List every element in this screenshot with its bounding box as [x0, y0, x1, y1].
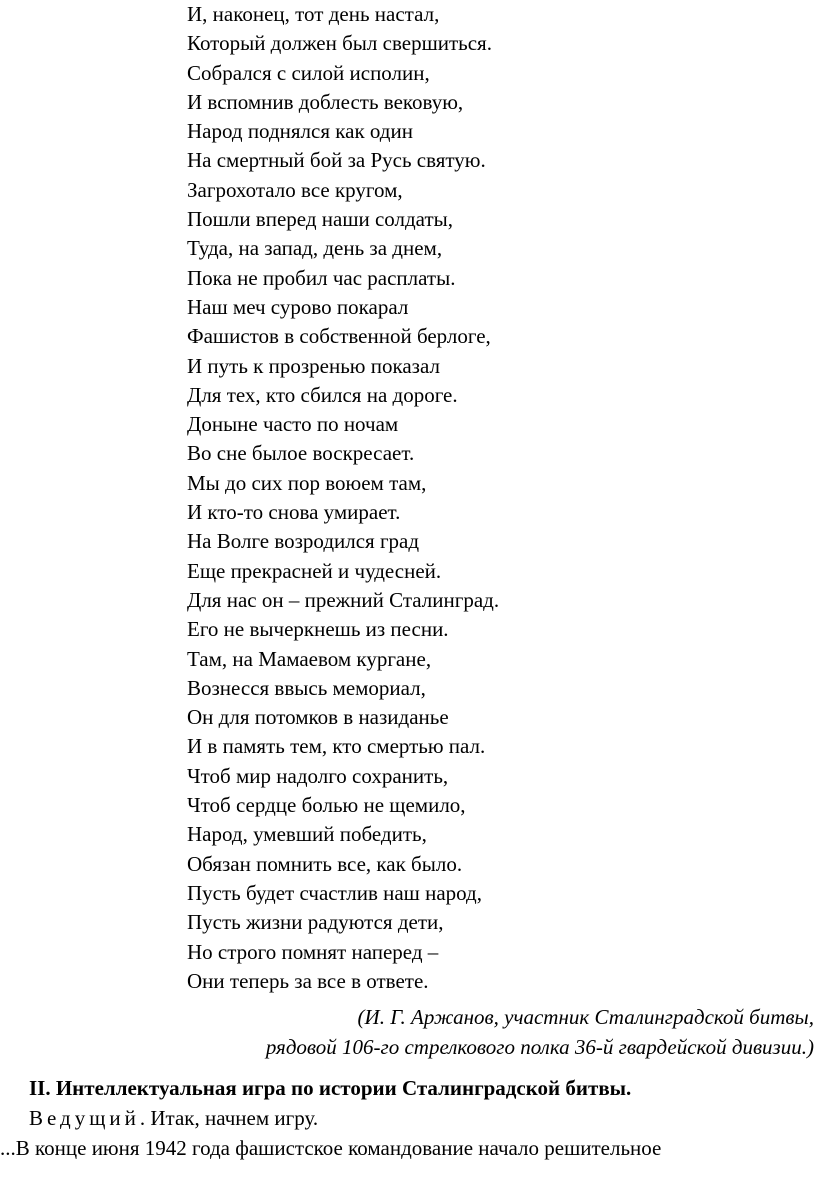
poem-line: Пусть будет счастлив наш народ, [187, 880, 482, 905]
poem-line: И кто-то снова умирает. [187, 500, 401, 525]
poem-line: Чтоб сердце болью не щемило, [187, 793, 466, 818]
attribution-author: (И. Г. Аржанов, участник Сталинградской битвы, [357, 1005, 814, 1029]
poem-line: Для нас он – прежний Сталинград. [187, 587, 500, 612]
poem-line: Который должен был свершиться. [187, 31, 492, 56]
poem-line: Для тех, кто сбился на дороге. [187, 382, 458, 407]
poem-line: Вознесся ввысь мемориал, [187, 675, 426, 700]
poem-line: Пока не пробил час расплаты. [187, 265, 456, 290]
poem-line: Во сне былое воскресает. [187, 441, 415, 466]
poem-line: Пусть жизни радуются дети, [187, 910, 444, 935]
poem-line: Народ поднялся как один [187, 119, 413, 144]
poem-line: Загрохотало все кругом, [187, 177, 403, 202]
poem-line: Народ, умевший победить, [187, 822, 427, 847]
poem-line: Пошли вперед наши солдаты, [187, 207, 453, 232]
poem-line: Еще прекрасней и чудесней. [187, 558, 442, 583]
section-heading: II. Интеллектуальная игра по истории Сталинградской битвы. [29, 1076, 632, 1100]
poem-line: Там, на Мамаевом кургане, [187, 646, 432, 671]
body-paragraph: ...В конце июня 1942 года фашистское командование начало решительное [0, 1136, 662, 1160]
leader-remark [29, 1103, 318, 1133]
poem-line: Фашистов в собственной берлоге, [187, 324, 491, 349]
poem-line: Доныне часто по ночам [187, 412, 399, 437]
poem-line: Обязан помнить все, как было. [187, 851, 463, 876]
poem-line: И путь к прозренью показал [187, 353, 440, 378]
poem-line: Наш меч сурово покарал [187, 294, 409, 319]
poem-line: Его не вычеркнешь из песни. [187, 617, 449, 642]
poem-line: Туда, на запад, день за днем, [187, 236, 443, 261]
poem-line: Но строго помнят наперед – [187, 939, 439, 964]
poem-line: Они теперь за все в ответе. [187, 968, 429, 993]
poem-line: На смертный бой за Русь святую. [187, 148, 486, 173]
poem-line: И в память тем, кто смертью пал. [187, 734, 486, 759]
poem-line: И, наконец, тот день настал, [187, 2, 440, 26]
poem-line: На Волге возродился град [187, 529, 420, 554]
poem-line: Собрался с силой исполин, [187, 60, 430, 85]
poem-line: Мы до сих пор воюем там, [187, 470, 427, 495]
speaker-label: Ведущий [29, 1106, 140, 1130]
poem-line: Чтоб мир надолго сохранить, [187, 763, 449, 788]
poem [187, 0, 499, 996]
attribution-unit: рядовой 106-го стрелкового полка 36-й гвардейской дивизии.) [265, 1035, 814, 1059]
poem-line: И вспомнив доблесть вековую, [187, 89, 464, 114]
poem-line: Он для потомков в назиданье [187, 705, 449, 730]
speaker-text: . Итак, начнем игру. [139, 1106, 319, 1130]
poem-attribution [266, 1002, 814, 1062]
